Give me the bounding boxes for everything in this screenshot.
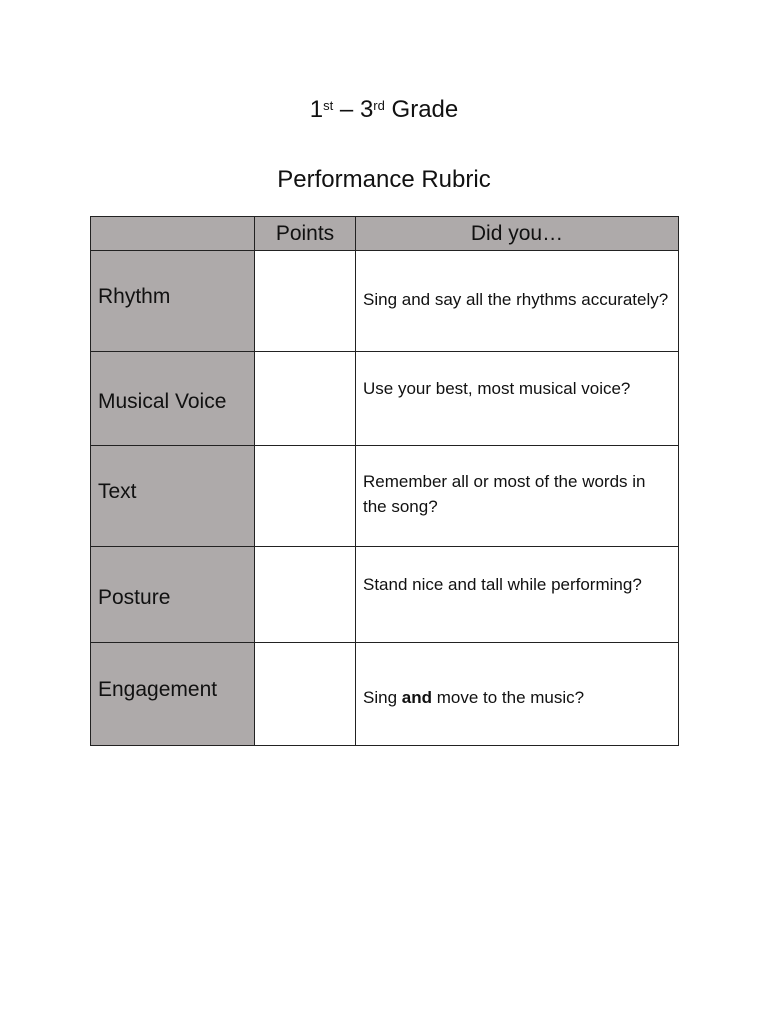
criterion-cell [91,547,255,643]
question-cell [356,547,679,643]
points-cell[interactable] [255,251,356,352]
criterion-cell [91,446,255,547]
points-cell[interactable] [255,446,356,547]
question-cell [356,251,679,352]
question-cell [356,643,679,746]
question-text-before: Sing [363,687,402,707]
rubric-table [90,216,679,746]
grade-end-number: 3 [359,96,374,123]
question-text-after: move to the music? [431,687,585,707]
rubric-row-rhythm [91,251,679,352]
rubric-row-posture [91,547,679,643]
question-text: Use your best, most musical voice? [363,379,631,398]
question-cell [356,446,679,547]
points-header-cell: Points [255,217,356,251]
question-text-bold: and [401,687,432,707]
points-cell[interactable] [255,547,356,643]
document-title [0,95,768,125]
rubric-row-musical-voice [91,352,679,446]
grade-start-number: 1 [309,96,324,123]
criterion-label: Posture [98,585,171,609]
points-cell[interactable] [255,352,356,446]
criterion-cell [91,251,255,352]
criterion-label: Rhythm [98,285,171,308]
grade-word: Grade [384,96,459,123]
rubric-row-text [91,446,679,547]
document-subtitle: Performance Rubric [277,166,491,193]
criterion-cell [91,352,255,446]
rubric-row-engagement [91,643,679,746]
question-text [363,688,584,707]
question-cell [356,352,679,446]
grade-start-suffix: st [323,98,334,113]
criterion-cell [91,643,255,746]
rubric-header-row [91,217,679,251]
criterion-label: Engagement [98,678,218,701]
question-text: Stand nice and tall while performing? [363,575,642,594]
criterion-header-cell [91,217,255,251]
criterion-label: Text [98,480,137,503]
question-text: Sing and say all the rhythms accurately? [363,289,669,309]
title-separator: – [333,96,360,123]
question-text: Remember all or most of the words in the song? [363,472,646,516]
question-header-cell: Did you… [356,217,679,251]
grade-end-suffix: rd [373,98,385,113]
points-cell[interactable] [255,643,356,746]
criterion-label: Musical Voice [98,389,227,413]
